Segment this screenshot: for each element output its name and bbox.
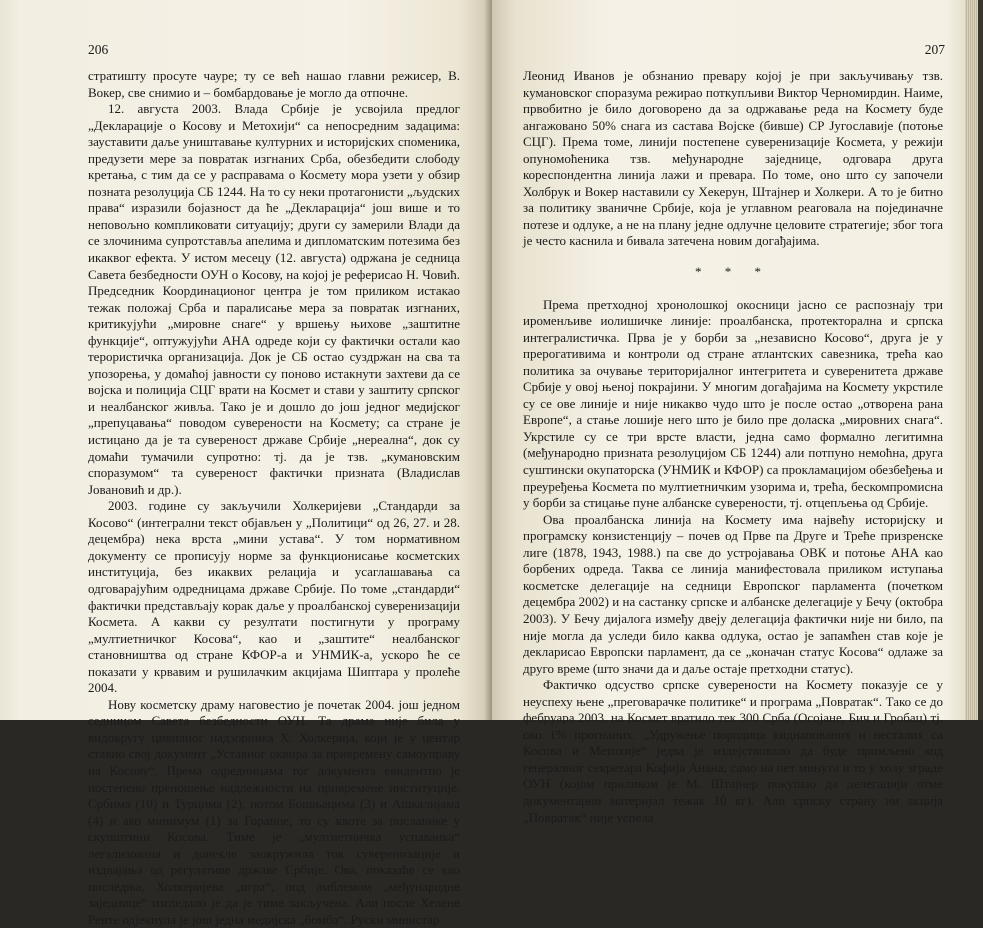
paragraph: Леонид Иванов је обзнанио превару којој је при закључивању тзв. кумановског споразума режирао поткупљиви Виктор Черномирдин. Наиме, првобитно је било договорено да за одржавање реда на Космету буде ангажовано 50% снага из састава Војске (бивше) СР Југославије (потоње СЦГ). Према томе, линији постепене суверенизације Космета, у режији опуномоћеника тзв. међународне заједнице, одговара друга кореспондентна линија лажи и превара. По томе, оно што су започели Холбрук и Вокер наставили су Хекерун, Штајнер и Холкери. А то је битно за политику званичне Србије, која је углавном реаговала на појединачне потезе и одлуке, а не на плану једне одлучне целовите стратегије; због тога је често каснила и бивала затечена новим догађајима. bbox=[523, 68, 943, 249]
left-page bbox=[0, 0, 492, 927]
paragraph: стратишту просуте чауре; ту се већ нашао главни режисер, В. Вокер, све снимио и – бомбардовање је могло да отпочне. bbox=[88, 68, 460, 100]
right-page-body bbox=[523, 68, 943, 826]
paragraph: Нову косметску драму наговестио је почетак 2004. још једном седницом Савета безбедности ОУН. Та драма није била у видокругу цивилног надзорника Х. Холкерија, који је у центар ставио свој документ „Уставног оквира за привремену самоуправу на Косову“. Према одредницама тог документа евидентно је постепено преношење надлежности на привремене институције. Србима (10) и Турцима (2), потом Бошњацима (3) и Ашкалијама (4) и ако минимум (1) за Горанце, то су квоте за посланике у скупштини Косова. Тиме је „мултиетничка успаванка“ легализована и донекле заокружила ток суверенизације и издвајања од регулативе државе Србије. Ова, показаће се као последња, Холкеријева „игра“, под амблемом „међународне заједнице“ изгледало је да је тиме закључена. Али после Хелене Ренте одјекнула је још једна медијска „бомба“. Руски министар bbox=[88, 696, 460, 927]
right-page bbox=[492, 0, 965, 825]
section-separator: * * * bbox=[695, 264, 771, 280]
paragraph: 12. августа 2003. Влада Србије је усвојила предлог „Декларације о Косову и Метохији“ са непосредним задацима: зауставити даље уништавање културних и историјских споменика, предузети мере за повратак изгнаних Срба, обезбедити слободу кретања, с тим да се у расправама о Космету мора узети у обзир позната резолуција СБ 1244. На то су неки протагонисти „људских права“ изразили бојазност да ће „Декларација“ још више и то неповољно компликовати ситуацију; други су замерили Влади да се злочинима супротставља апелима и дипломатским потезима без икаквог ефекта. У истом месецу (12. августа) одржана је седница Савета безбедности ОУН о Косову, на којој је реферисао Н. Човић. Председник Координационог центра је том приликом истакао тежак положај Срба и паралисање мера за повратак изгнаних, критикујући „мировне снаге“ у вршењу њихове „заштитне функције“, оптужујући АНА одреде који су фактички остали као терористичка организација. Док је СБ остао суздржан на сва та упозорења, у домаћој јавности су поново истакнути захтеви да се војска и полиција СЦГ врати на Космет и стави у заштиту српског и неалбанског живља. Тако је и дошло до још једног медијског „препуцавања“ поводом суверености на Космету; са стране је истицано да је та сувереност државе Србије „нереална“, док су домаћи тумачили супротно: тј. да је тзв. „кумановским споразумом“ та сувереност фактички призната (Владислав Јовановић и др.). bbox=[88, 101, 460, 497]
book-cover-edge bbox=[978, 0, 983, 720]
page-number-right: 207 bbox=[924, 42, 945, 57]
paragraph: Према претходној хронолошкој окосници јасно се распознају три ироменљиве иолишичке линије: проалбанска, протекторална и српска интегралистичка. Прва је у борби за „независно Косово“, друга је у прерогативима и контроли од стране атлантских савезника, трећа као политика за очување територијалног интегритета и суверенитета државе Србије у овој њеној покрајини. У многим догађајима на Космету укрстиле су се ове линије и није никакво чудо што је после остао „отворена рана Европе“, а стање лошије него што је било пре доласка „мировних снага“. Укрстиле су се три врсте власти, једна само формално легитимна (међународно призната резолуцијом СБ 1244) али потпуно немоћна, друга суштински окупаторска (УНМИК и КФОР) са прокламацијом обезбеђења и преуређења Космета по мултиетничким узорима и, трећа, бескомпромисна у борби за стицање пуне албанске суверености, тј. отцепљења од Србије. bbox=[523, 296, 943, 511]
left-page-body bbox=[88, 68, 460, 928]
paragraph: 2003. године су закључили Холкеријеви „Стандарди за Косово“ (интегрални текст објављен у „Политици“ од 26, 27. и 28. децембра) нека врста „мини устава“. У том нормативном документу се прописују норме за функционисање косметских институција, без икаквих релација и усаглашавања са одговарајућим одредницама државе Србије. По томе „стандарди“ фактички представљају корак даље у проалбанској суверенизацији Космета. А какви су резултати постигнути у програму „мултиетничког Косова“, као и „заштите“ неалбанског становништва од стране КФОР-а и УНМИК-а, ускоро ће се показати у крвавим и рушилачким акцијама Шиптара у пролеће 2004. bbox=[88, 498, 460, 696]
paragraph: Фактичко одсуство српске суверености на Космету показује се у неуспеху њене „преговарачке политике“ и програма „Повратак“. Тако се до фебруара 2003. на Космет вратило тек 300 Срба (Осојане, Бич и Гробац) тј. око 1% прогнаних. „Удружење породица киднапованих и несталих са Косова и Метохије“ једва је издејствовало да буде примљено код генералног секретара Кофија Анана, само на пет минута и то у холу зграде ОУН (којом приликом је М. Штајнер покушао да делегацији отме документарни материјал тежак 10 кг). Али српску страну ни акција „Повратак“ није успела bbox=[523, 677, 943, 825]
page-number-left: 206 bbox=[88, 42, 109, 57]
paragraph: Ова проалбанска линија на Космету има највећу историјску и програмску конзистенцију – почев од Прве па Друге и Треће призренске лиге (1878, 1943, 1988.) па све до устројавања ОВК и потоње АНА као борбених одреда. Таква се линија манифестовала приликом иступања косметске делегације на седници Европског парламента (почетком децембра 2002) и на састанку српске и албанске делегације у Бечу (октобра 2003). У Бечу дијалога између двеју делегација фактички није ни било, па није могла да уследи било каква одлука, остао је запамћен став које је декларисао Европски парламент, да се „коначан статус Косова“ одлаже за друго време (што значи да и даље остаје претходни статус). bbox=[523, 511, 943, 676]
